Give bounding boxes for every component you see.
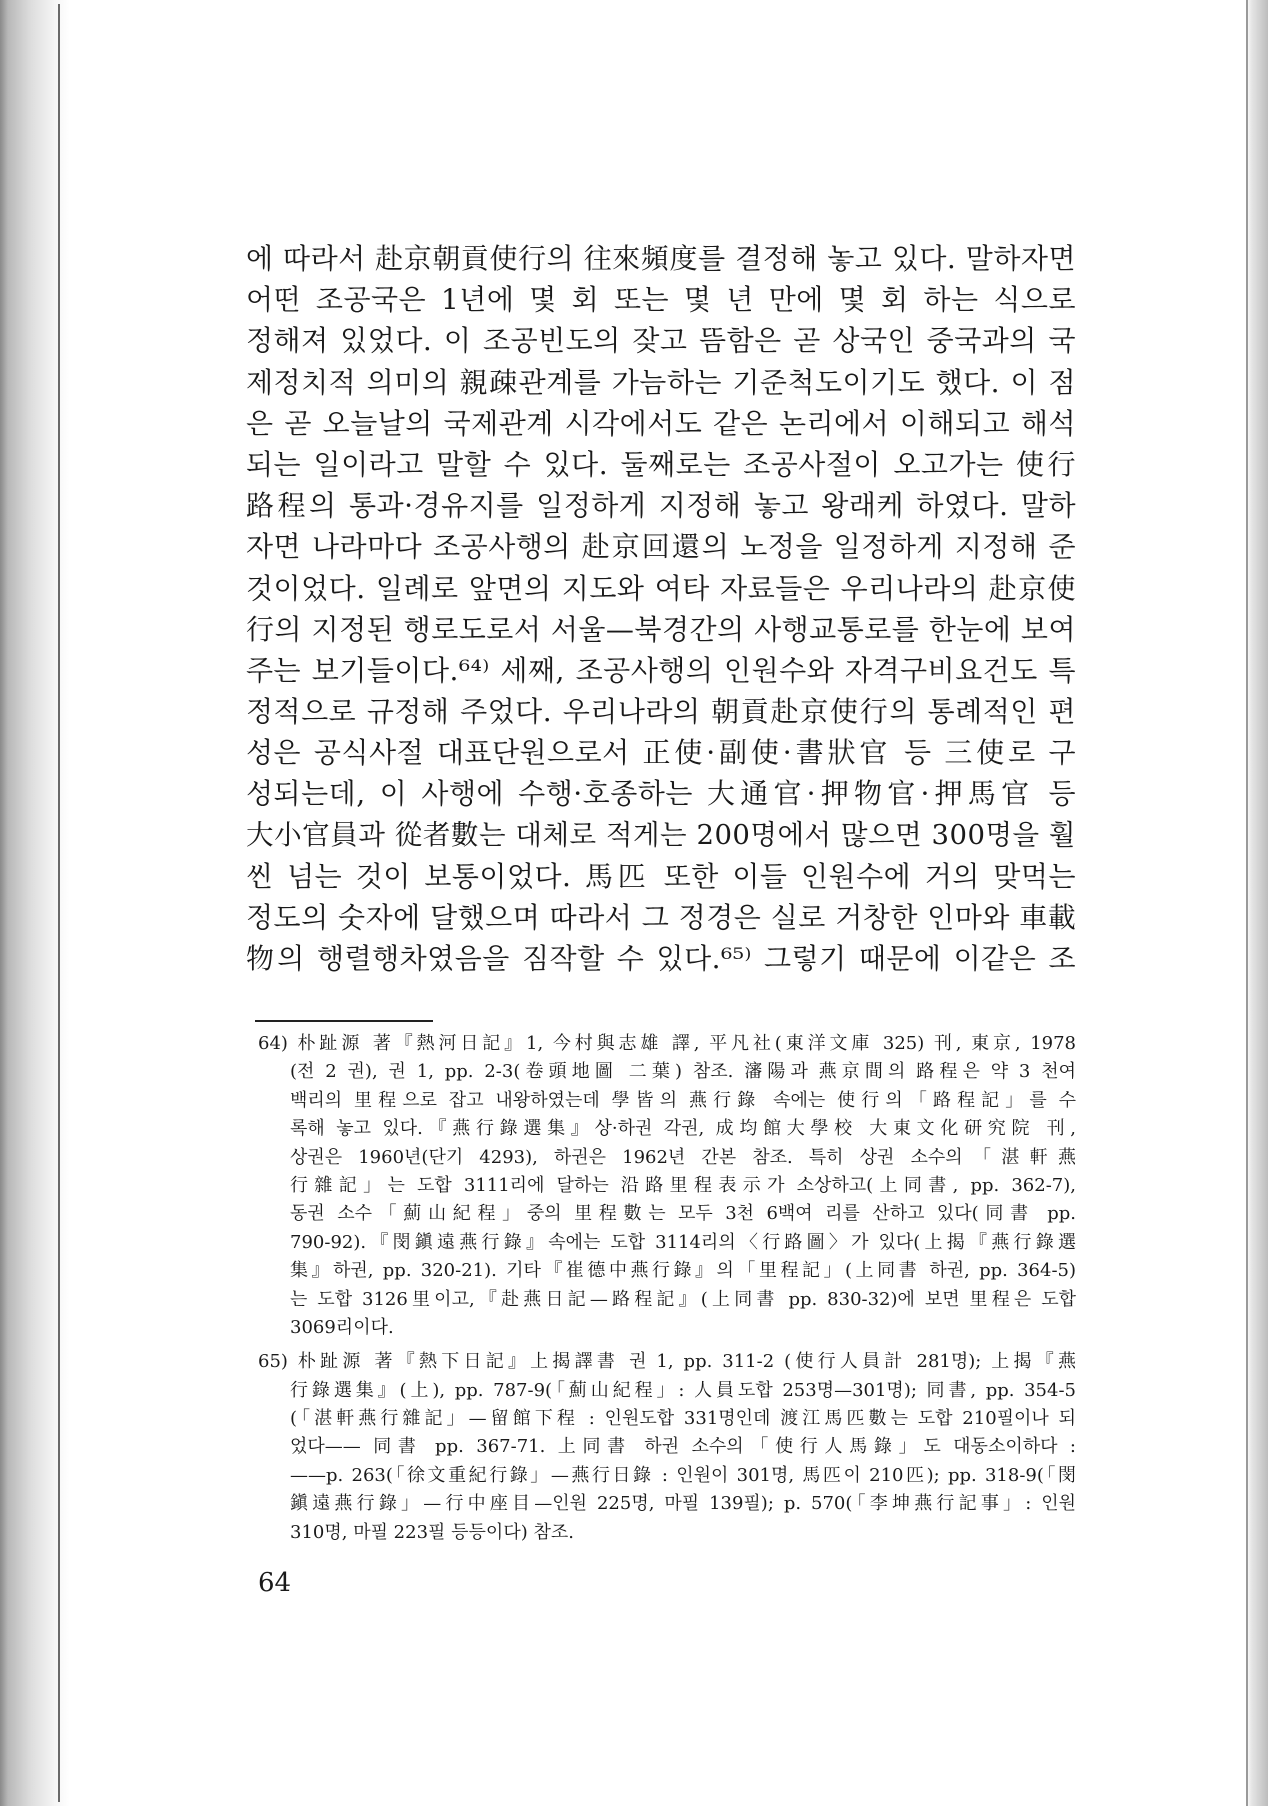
body-line: 주는 보기들이다.⁶⁴⁾ 세째, 조공사행의 인원수와 자격구비요건도 특: [246, 653, 1076, 687]
body-line: 大小官員과 從者數는 대체로 적게는 200명에서 많으면 300명을 훨: [246, 818, 1076, 851]
footnote-line: 790-92).『閔鎭遠燕行錄』속에는 도합 3114리의〈行路圖〉가 있다(上揭『燕行錄選: [290, 1231, 1076, 1253]
body-line: 성은 공식사절 대표단원으로서 正使·副使·書狀官 등 三使로 구: [246, 736, 1076, 770]
footnote-line: 상권은 1960년(단기 4293), 하권은 1962년 간본 참조. 특히 상권 소수의「湛軒燕: [290, 1146, 1076, 1168]
page-edge-right-line: [1246, 0, 1248, 1806]
body-line: 되는 일이라고 말할 수 있다. 둘째로는 조공사절이 오고가는 使行: [246, 447, 1076, 481]
body-line: 에 따라서 赴京朝貢使行의 往來頻度를 결정해 놓고 있다. 말하자면: [246, 242, 1076, 275]
footnote-64: [258, 1030, 1076, 1342]
body-line: 物의 행렬행차였음을 짐작할 수 있다.⁶⁵⁾ 그렇기 때문에 이같은 조: [246, 942, 1076, 976]
footnote-line: 行雜記」는 도합 3111리에 달하는 沿路里程表示가 소상하고(上同書, pp. 362-7),: [290, 1174, 1076, 1196]
body-line: 은 곧 오늘날의 국제관계 시각에서도 같은 논리에서 이해되고 해석: [246, 406, 1076, 440]
footnote-line: 行錄選集』(上), pp. 787-9(「薊山紀程」: 人員도합 253명—301명); 同書, pp. 354-5: [290, 1379, 1076, 1401]
footnote-65: [258, 1348, 1076, 1547]
body-line: 정적으로 규정해 주었다. 우리나라의 朝貢赴京使行의 통례적인 편: [246, 695, 1076, 729]
footnote-line: 록해 놓고 있다.『燕行錄選集』상·하권 각권, 成均館大學校 大東文化研究院 刊,: [290, 1118, 1076, 1140]
page-edge-right-shadow: [1246, 0, 1268, 1806]
footnote-line: (전 2 권), 권 1, pp. 2-3(卷頭地圖 二葉) 참조. 瀋陽과 燕京間의 路程은 약 3 천여: [290, 1061, 1076, 1083]
body-line: 정해져 있었다. 이 조공빈도의 잦고 뜸함은 곧 상국인 중국과의 국: [246, 324, 1076, 358]
body-line: 路程의 통과·경유지를 일정하게 지정해 놓고 왕래케 하였다. 말하: [246, 489, 1076, 523]
body-line: 것이었다. 일례로 앞면의 지도와 여타 자료들은 우리나라의 赴京使: [246, 571, 1076, 605]
footnote-line: 64) 朴趾源 著『熱河日記』1, 今村與志雄 譯, 平凡社(東洋文庫 325) 刊, 東京, 1978: [258, 1033, 1076, 1054]
footnote-line: 310명, 마필 223필 등등이다) 참조.: [290, 1521, 574, 1543]
footnote-line: 集』하권, pp. 320-21). 기타『崔德中燕行錄』의「里程記」(上同書 하권, pp. 364-5): [290, 1260, 1076, 1282]
page-number: 64: [258, 1568, 292, 1598]
page-edge-left-line: [58, 4, 60, 1802]
footnote-line: 백리의 里程으로 잡고 내왕하였는데 學皆의 燕行錄 속에는 使行의「路程記」를 수: [290, 1089, 1076, 1111]
footnote-line: 3069리이다.: [290, 1316, 394, 1338]
body-line: 行의 지정된 행로도로서 서울—북경간의 사행교통로를 한눈에 보여: [246, 612, 1076, 646]
footnotes: [258, 1030, 1076, 1547]
footnote-line: 65) 朴趾源 著『熱下日記』上揭譯書 권 1, pp. 311-2 (使行人員計 281명); 上揭『燕: [258, 1351, 1076, 1373]
footnote-line: 鎭遠燕行錄」—行中座目—인원 225명, 마필 139필); p. 570(「李坤燕行記事」: 인원: [290, 1493, 1076, 1515]
footnote-line: ——p. 263(「徐文重紀行錄」—燕行日錄 : 인원이 301명, 馬匹이 210匹); pp. 318-9(「閔: [290, 1464, 1076, 1486]
footnote-divider: [255, 1020, 433, 1022]
body-paragraph: [246, 238, 1076, 979]
body-line: 제정치적 의미의 親疎관계를 가늠하는 기준척도이기도 했다. 이 점: [246, 365, 1076, 399]
body-line: 정도의 숫자에 달했으며 따라서 그 정경은 실로 거창한 인마와 車載: [246, 901, 1077, 934]
footnote-line: 는 도합 3126里이고,『赴燕日記—路程記』(上同書 pp. 830-32)에 보면 里程은 도합: [290, 1288, 1076, 1310]
footnote-line: (「湛軒燕行雜記」—留館下程 : 인원도합 331명인데 渡江馬匹數는 도합 210필이나 되: [290, 1408, 1076, 1430]
body-line: 자면 나라마다 조공사행의 赴京回還의 노정을 일정하게 지정해 준: [246, 530, 1076, 564]
body-line: 성되는데, 이 사행에 수행·호종하는 大通官·押物官·押馬官 등: [246, 777, 1076, 811]
body-line: 씬 넘는 것이 보통이었다. 馬匹 또한 이들 인원수에 거의 맞먹는: [246, 859, 1076, 893]
footnote-line: 동권 소수「薊山紀程」중의 里程數는 모두 3천 6백여 리를 산하고 있다(同書 pp.: [290, 1203, 1076, 1225]
body-line: 어떤 조공국은 1년에 몇 회 또는 몇 년 만에 몇 회 하는 식으로: [246, 283, 1076, 317]
footnote-line: 었다—— 同書 pp. 367-71. 上同書 하권 소수의「使行人馬錄」도 대동소이하다 :: [290, 1436, 1076, 1458]
